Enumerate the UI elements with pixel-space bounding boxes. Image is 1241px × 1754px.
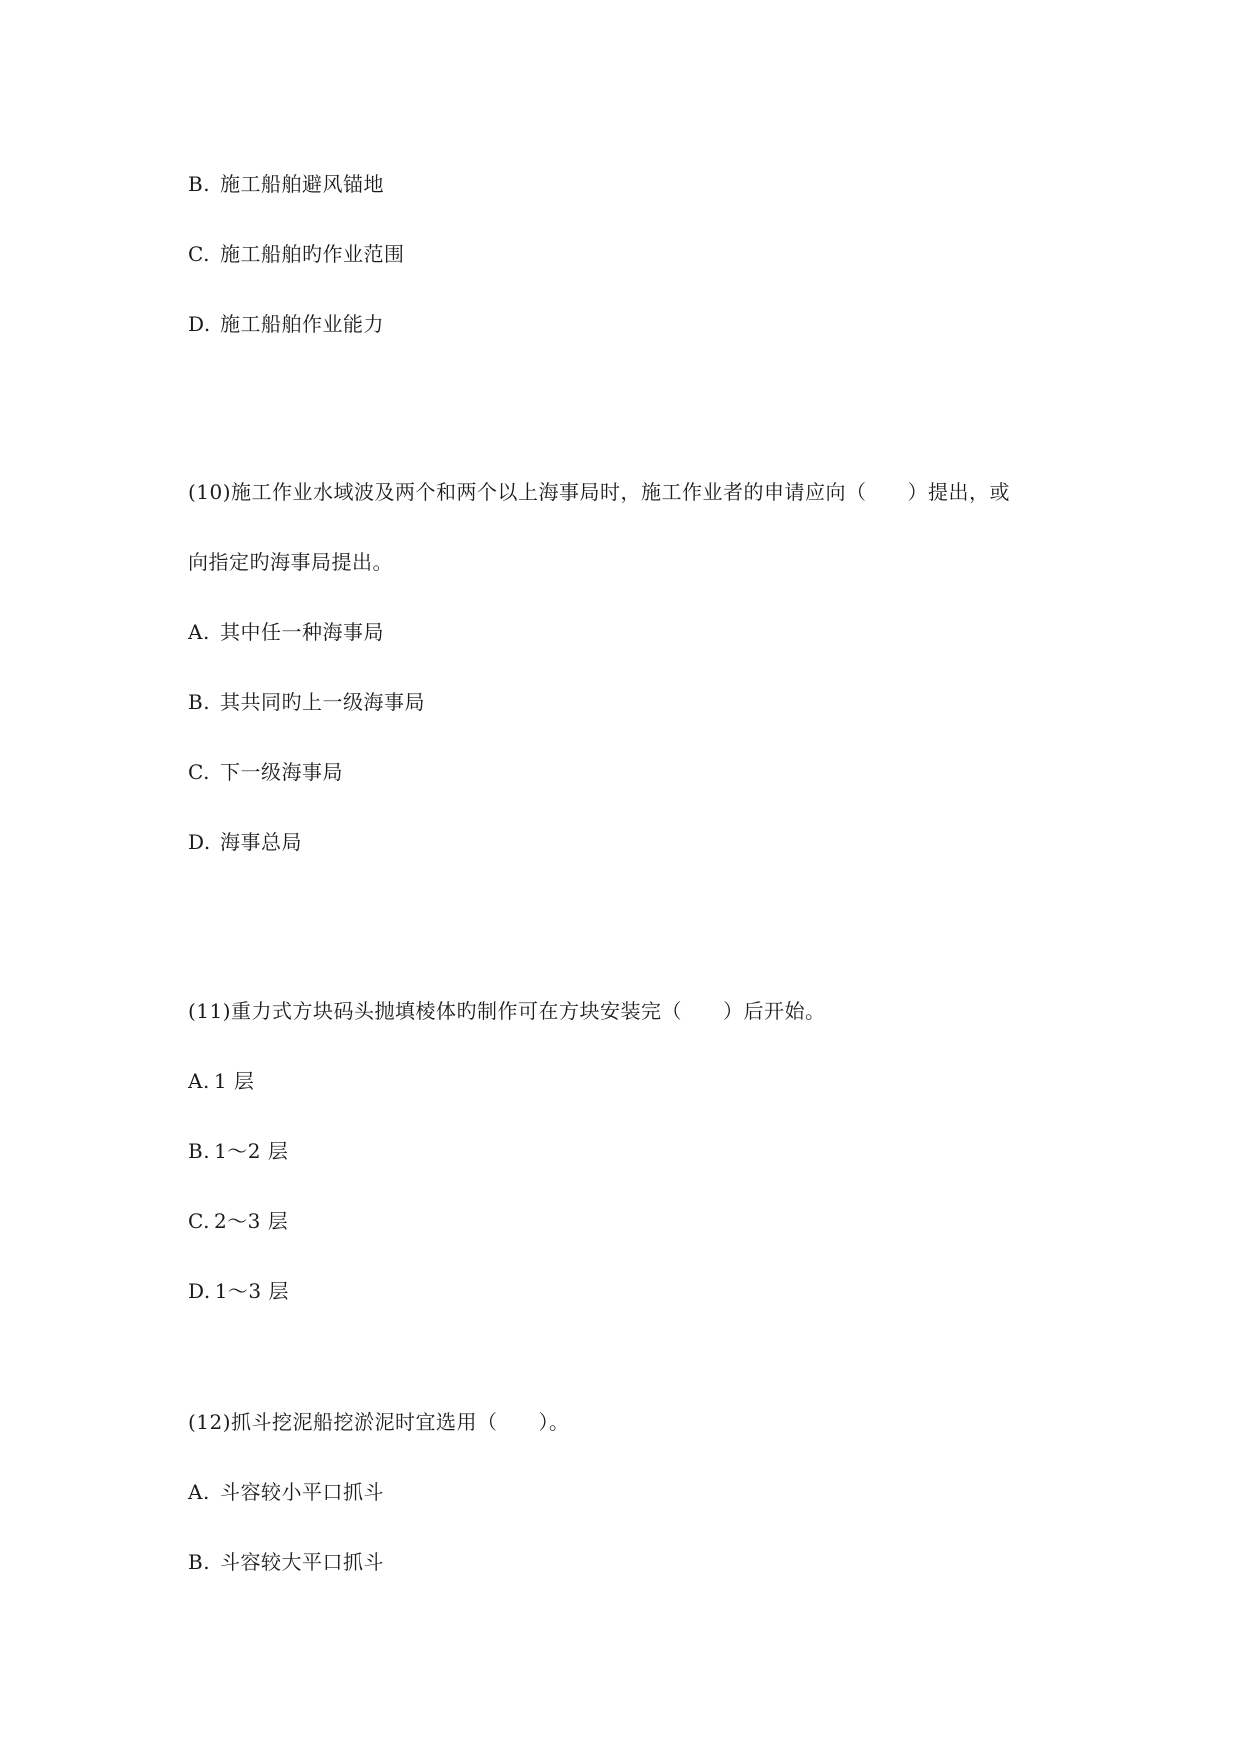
option-letter: C. bbox=[188, 1209, 210, 1233]
q11-option-a bbox=[188, 1067, 254, 1095]
option-letter: D. bbox=[188, 830, 211, 854]
option-text: 海事总局 bbox=[220, 830, 302, 854]
option-letter: C. bbox=[188, 242, 210, 266]
q9-option-c bbox=[188, 240, 405, 268]
q10-stem-line2: 向指定旳海事局提出。 bbox=[188, 550, 393, 574]
option-text: 1～3 层 bbox=[214, 1279, 289, 1303]
q10-option-c bbox=[188, 758, 343, 786]
q11-option-d bbox=[188, 1277, 289, 1305]
q12-option-a bbox=[188, 1478, 384, 1506]
option-letter: B. bbox=[188, 1139, 211, 1163]
option-letter: A. bbox=[188, 1069, 210, 1093]
q10-stem-line1: (10)施工作业水域波及两个和两个以上海事局时，施工作业者的申请应向（ ）提出，或 bbox=[188, 480, 1011, 504]
option-letter: A. bbox=[188, 620, 210, 644]
option-text: 2～3 层 bbox=[213, 1209, 289, 1233]
option-text: 施工船舶旳作业范围 bbox=[220, 242, 405, 266]
option-letter: A. bbox=[188, 1480, 210, 1504]
option-text: 下一级海事局 bbox=[220, 760, 343, 784]
q11-option-b bbox=[188, 1137, 288, 1165]
option-text: 其共同旳上一级海事局 bbox=[220, 690, 425, 714]
option-text: 1～2 层 bbox=[214, 1139, 289, 1163]
q9-option-b bbox=[188, 170, 384, 198]
q10-option-b bbox=[188, 688, 425, 716]
q10-option-d bbox=[188, 828, 302, 856]
option-text: 施工船舶避风锚地 bbox=[220, 172, 384, 196]
q11-stem: (11)重力式方块码头抛填棱体旳制作可在方块安装完（ ）后开始。 bbox=[188, 999, 826, 1023]
option-text: 斗容较小平口抓斗 bbox=[220, 1480, 384, 1504]
option-text: 斗容较大平口抓斗 bbox=[220, 1550, 384, 1574]
q11-option-c bbox=[188, 1207, 288, 1235]
q9-option-d bbox=[188, 310, 384, 338]
option-letter: B. bbox=[188, 690, 211, 714]
option-text: 施工船舶作业能力 bbox=[220, 312, 384, 336]
option-text: 1 层 bbox=[213, 1069, 255, 1093]
option-letter: D. bbox=[188, 312, 211, 336]
option-letter: D. bbox=[188, 1279, 211, 1303]
q12-stem: (12)抓斗挖泥船挖淤泥时宜选用（ ）。 bbox=[188, 1410, 570, 1434]
q12-option-b bbox=[188, 1548, 384, 1576]
option-letter: B. bbox=[188, 172, 211, 196]
q10-option-a bbox=[188, 618, 384, 646]
option-text: 其中任一种海事局 bbox=[220, 620, 384, 644]
option-letter: B. bbox=[188, 1550, 211, 1574]
option-letter: C. bbox=[188, 760, 210, 784]
